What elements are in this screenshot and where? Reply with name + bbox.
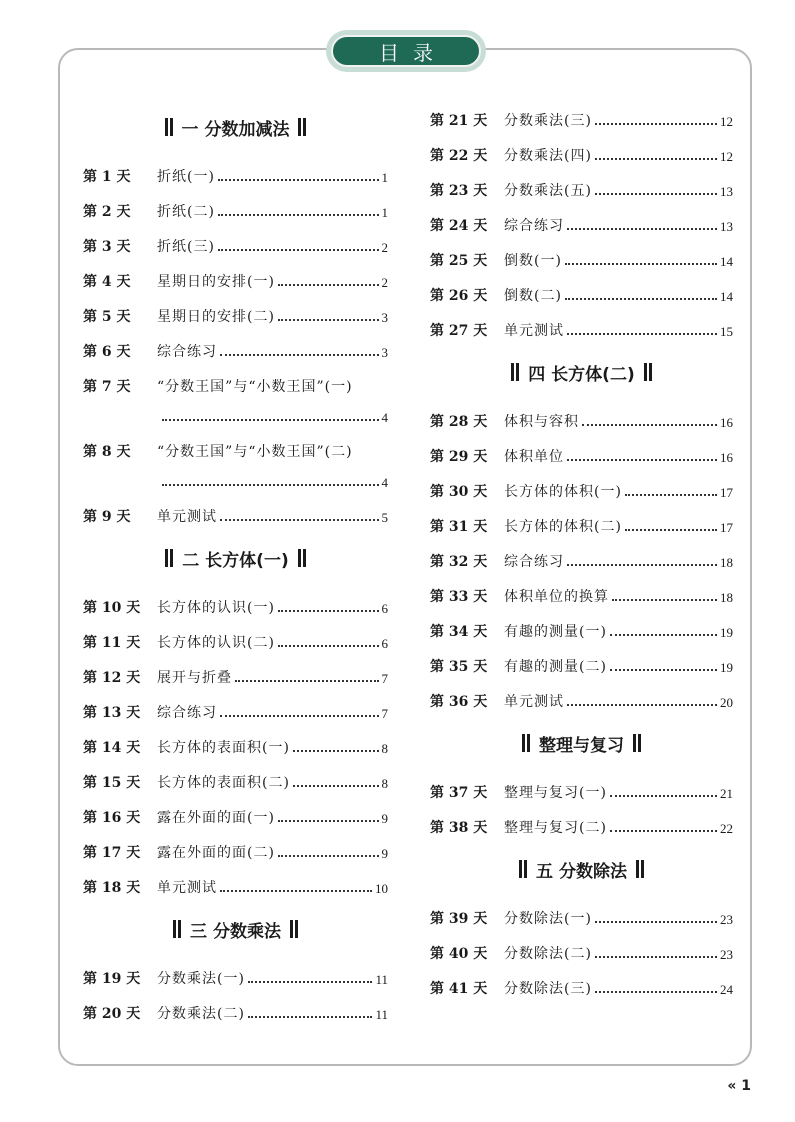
dot-leader <box>218 213 379 216</box>
entry-day: 第 29 天 <box>430 449 488 465</box>
entry-page-number: 9 <box>381 811 388 826</box>
entry-page-number: 18 <box>720 555 733 570</box>
entry-day: 第 4 天 <box>83 274 131 290</box>
entry-topic: 综合练习 <box>504 218 564 234</box>
dot-leader <box>565 297 717 300</box>
bar-mark <box>524 860 527 878</box>
title-badge-inner <box>331 35 481 67</box>
entry-topic: 整理与复习(二) <box>504 820 607 836</box>
toc-entry[interactable] <box>430 802 733 837</box>
entry-page-number: 13 <box>720 184 733 199</box>
bar-mark <box>170 549 173 567</box>
entry-topic: 露在外面的面(一) <box>157 810 275 826</box>
entry-page-number: 6 <box>381 636 388 651</box>
entry-page-number: 4 <box>381 475 388 490</box>
dot-leader <box>278 318 379 321</box>
section-title: 四 长方体(二) <box>528 364 635 385</box>
toc-entry[interactable] <box>83 256 388 291</box>
toc-entry[interactable] <box>83 652 388 687</box>
double-bar-ornament <box>632 734 642 752</box>
entry-topic: 单元测试 <box>157 880 217 896</box>
section-heading <box>430 849 733 889</box>
toc-entry[interactable] <box>83 361 388 426</box>
entry-page-number: 11 <box>375 972 388 987</box>
dot-leader <box>610 633 717 636</box>
entry-day: 第 12 天 <box>83 670 141 686</box>
page-title: 目录 <box>379 40 447 65</box>
entry-topic: 折纸(三) <box>157 239 215 255</box>
dot-leader <box>293 784 379 787</box>
entry-topic: 单元测试 <box>157 509 217 525</box>
entry-day: 第 37 天 <box>430 785 488 801</box>
entry-topic: 整理与复习(一) <box>504 785 607 801</box>
entry-day: 第 24 天 <box>430 218 488 234</box>
dot-leader <box>278 283 379 286</box>
dot-leader <box>162 483 379 486</box>
bar-mark <box>303 118 306 136</box>
entry-page-number: 13 <box>720 219 733 234</box>
section-heading <box>430 723 733 763</box>
dot-leader <box>220 353 379 356</box>
entry-topic: 综合练习 <box>504 554 564 570</box>
entry-day: 第 30 天 <box>430 484 488 500</box>
toc-entry[interactable] <box>83 186 388 221</box>
entry-day: 第 36 天 <box>430 694 488 710</box>
toc-entry[interactable] <box>83 326 388 361</box>
double-bar-ornament <box>164 549 174 567</box>
dot-leader <box>612 598 717 601</box>
toc-entry[interactable] <box>83 582 388 617</box>
entry-page-number: 14 <box>720 254 733 269</box>
entry-page-number: 4 <box>381 410 388 425</box>
double-bar-ornament <box>635 860 645 878</box>
entry-page-number: 2 <box>381 240 388 255</box>
entry-day: 第 9 天 <box>83 509 131 525</box>
toc-entry[interactable] <box>83 151 388 186</box>
entry-page-number: 17 <box>720 485 733 500</box>
bar-mark <box>298 549 301 567</box>
dot-leader <box>567 703 717 706</box>
section-title: 五 分数除法 <box>536 861 627 882</box>
entry-topic: 倒数(一) <box>504 253 562 269</box>
dot-leader <box>220 714 379 717</box>
entry-topic: 折纸(一) <box>157 169 215 185</box>
toc-entry[interactable] <box>430 95 733 130</box>
entry-page-number: 14 <box>720 289 733 304</box>
entry-topic: 长方体的表面积(二) <box>157 775 290 791</box>
entry-second-line <box>83 396 388 426</box>
double-bar-ornament <box>289 920 299 938</box>
dot-leader <box>567 332 717 335</box>
dot-leader <box>278 609 379 612</box>
dot-leader <box>610 829 717 832</box>
section-title: 三 分数乘法 <box>190 921 281 942</box>
entry-day: 第 1 天 <box>83 169 131 185</box>
entry-page-number: 21 <box>720 786 733 801</box>
entry-page-number: 8 <box>381 741 388 756</box>
entry-day: 第 11 天 <box>83 635 141 651</box>
entry-page-number: 7 <box>381 706 388 721</box>
entry-topic: 综合练习 <box>157 344 217 360</box>
dot-leader <box>595 990 717 993</box>
entry-day: 第 20 天 <box>83 1006 141 1022</box>
double-bar-ornament <box>297 118 307 136</box>
entry-day: 第 13 天 <box>83 705 141 721</box>
entry-day: 第 18 天 <box>83 880 141 896</box>
bar-mark <box>519 860 522 878</box>
toc-entry[interactable] <box>83 221 388 256</box>
dot-leader <box>595 955 717 958</box>
bar-mark <box>178 920 181 938</box>
entry-page-number: 17 <box>720 520 733 535</box>
entry-day: 第 16 天 <box>83 810 141 826</box>
toc-entry[interactable] <box>430 501 733 536</box>
entry-page-number: 11 <box>375 1007 388 1022</box>
entry-topic: 单元测试 <box>504 323 564 339</box>
bar-mark <box>303 549 306 567</box>
entry-topic: 分数除法(三) <box>504 981 592 997</box>
dot-leader <box>595 122 717 125</box>
section-title: 整理与复习 <box>539 735 624 756</box>
entry-day: 第 38 天 <box>430 820 488 836</box>
entry-topic: 长方体的认识(一) <box>157 600 275 616</box>
entry-topic: 分数乘法(四) <box>504 148 592 164</box>
section-heading <box>83 107 388 147</box>
bar-mark <box>170 118 173 136</box>
entry-day: 第 39 天 <box>430 911 488 927</box>
toc-entry[interactable] <box>430 466 733 501</box>
entry-topic: 分数乘法(二) <box>157 1006 245 1022</box>
entry-topic: 长方体的表面积(一) <box>157 740 290 756</box>
section-title: 一 分数加减法 <box>181 119 290 140</box>
double-bar-ornament <box>510 363 520 381</box>
double-bar-ornament <box>297 549 307 567</box>
toc-entry[interactable] <box>430 963 733 998</box>
entry-day: 第 5 天 <box>83 309 131 325</box>
dot-leader <box>278 819 379 822</box>
entry-page-number: 16 <box>720 450 733 465</box>
toc-entry[interactable] <box>83 827 388 862</box>
dot-leader <box>293 749 379 752</box>
toc-entry[interactable] <box>83 426 388 491</box>
entry-page-number: 19 <box>720 625 733 640</box>
entry-page-number: 1 <box>381 205 388 220</box>
entry-day: 第 25 天 <box>430 253 488 269</box>
entry-topic: 有趣的测量(二) <box>504 659 607 675</box>
entry-day: 第 41 天 <box>430 981 488 997</box>
toc-entry[interactable] <box>83 617 388 652</box>
dot-leader <box>610 668 717 671</box>
entry-page-number: 19 <box>720 660 733 675</box>
toc-entry[interactable] <box>430 235 733 270</box>
bar-mark <box>522 734 525 752</box>
entry-topic: 体积与容积 <box>504 414 579 430</box>
entry-topic: 星期日的安排(一) <box>157 274 275 290</box>
toc-entry[interactable] <box>430 396 733 431</box>
entry-topic: 长方体的认识(二) <box>157 635 275 651</box>
entry-topic: 倒数(二) <box>504 288 562 304</box>
dot-leader <box>565 262 717 265</box>
dot-leader <box>567 458 717 461</box>
entry-page-number: 5 <box>381 510 388 525</box>
dot-leader <box>220 518 379 521</box>
entry-page-number: 12 <box>720 114 733 129</box>
entry-topic: 有趣的测量(一) <box>504 624 607 640</box>
bar-mark <box>173 920 176 938</box>
toc-entry[interactable] <box>430 893 733 928</box>
toc-entry[interactable] <box>430 536 733 571</box>
entry-topic: 长方体的体积(二) <box>504 519 622 535</box>
entry-page-number: 9 <box>381 846 388 861</box>
entry-topic: 展开与折叠 <box>157 670 232 686</box>
entry-page-number: 22 <box>720 821 733 836</box>
toc-entry[interactable] <box>430 676 733 711</box>
entry-page-number: 10 <box>375 881 388 896</box>
entry-topic: 长方体的体积(一) <box>504 484 622 500</box>
entry-day: 第 26 天 <box>430 288 488 304</box>
bar-mark <box>511 363 514 381</box>
section-heading <box>83 538 388 578</box>
entry-page-number: 7 <box>381 671 388 686</box>
entry-day: 第 8 天 <box>83 444 131 460</box>
entry-day: 第 10 天 <box>83 600 141 616</box>
entry-page-number: 1 <box>381 170 388 185</box>
entry-page-number: 16 <box>720 415 733 430</box>
bar-mark <box>165 118 168 136</box>
entry-first-line <box>83 426 388 461</box>
dot-leader <box>248 980 373 983</box>
dot-leader <box>625 493 717 496</box>
toc-entry[interactable] <box>430 928 733 963</box>
toc-entry[interactable] <box>83 687 388 722</box>
bar-mark <box>649 363 652 381</box>
dot-leader <box>595 920 717 923</box>
entry-day: 第 34 天 <box>430 624 488 640</box>
dot-leader <box>582 423 717 426</box>
dot-leader <box>595 157 717 160</box>
entry-topic: 分数乘法(三) <box>504 113 592 129</box>
toc-left-column <box>83 95 388 1023</box>
entry-day: 第 35 天 <box>430 659 488 675</box>
section-title: 二 长方体(一) <box>182 550 289 571</box>
double-bar-ornament <box>643 363 653 381</box>
entry-page-number: 2 <box>381 275 388 290</box>
entry-day: 第 6 天 <box>83 344 131 360</box>
bar-mark <box>641 860 644 878</box>
dot-leader <box>248 1015 373 1018</box>
entry-day: 第 17 天 <box>83 845 141 861</box>
bar-mark <box>298 118 301 136</box>
entry-day: 第 22 天 <box>430 148 488 164</box>
double-bar-ornament <box>518 860 528 878</box>
entry-day: 第 14 天 <box>83 740 141 756</box>
toc-entry[interactable] <box>83 862 388 897</box>
toc-entry[interactable] <box>83 792 388 827</box>
entry-page-number: 6 <box>381 601 388 616</box>
double-bar-ornament <box>172 920 182 938</box>
bar-mark <box>295 920 298 938</box>
toc-entry[interactable] <box>430 200 733 235</box>
bar-mark <box>290 920 293 938</box>
dot-leader <box>162 418 379 421</box>
entry-day: 第 21 天 <box>430 113 488 129</box>
title-badge <box>326 30 486 72</box>
bar-mark <box>527 734 530 752</box>
bar-mark <box>165 549 168 567</box>
entry-day: 第 32 天 <box>430 554 488 570</box>
entry-page-number: 23 <box>720 947 733 962</box>
entry-day: 第 40 天 <box>430 946 488 962</box>
entry-day: 第 3 天 <box>83 239 131 255</box>
entry-page-number: 3 <box>381 345 388 360</box>
toc-entry[interactable] <box>83 988 388 1023</box>
toc-entry[interactable] <box>83 491 388 526</box>
dot-leader <box>235 679 379 682</box>
entry-topic: 分数除法(一) <box>504 911 592 927</box>
entry-page-number: 23 <box>720 912 733 927</box>
section-heading <box>83 909 388 949</box>
toc-entry[interactable] <box>430 130 733 165</box>
entry-day: 第 28 天 <box>430 414 488 430</box>
entry-page-number: 15 <box>720 324 733 339</box>
dot-leader <box>567 563 717 566</box>
entry-topic: 分数乘法(五) <box>504 183 592 199</box>
entry-topic: 分数乘法(一) <box>157 971 245 987</box>
dot-leader <box>278 854 379 857</box>
dot-leader <box>610 794 717 797</box>
double-bar-ornament <box>521 734 531 752</box>
bar-mark <box>644 363 647 381</box>
entry-day: 第 15 天 <box>83 775 141 791</box>
entry-topic: 分数除法(二) <box>504 946 592 962</box>
entry-second-line <box>83 461 388 491</box>
dot-leader <box>218 248 379 251</box>
toc-right-column <box>430 95 733 998</box>
entry-page-number: 12 <box>720 149 733 164</box>
toc-entry[interactable] <box>430 767 733 802</box>
dot-leader <box>625 528 717 531</box>
entry-topic: 露在外面的面(二) <box>157 845 275 861</box>
entry-topic: 体积单位 <box>504 449 564 465</box>
page-number: « 1 <box>727 1078 751 1094</box>
dot-leader <box>278 644 379 647</box>
entry-page-number: 18 <box>720 590 733 605</box>
double-bar-ornament <box>164 118 174 136</box>
toc-entry[interactable] <box>83 953 388 988</box>
entry-day: 第 27 天 <box>430 323 488 339</box>
entry-topic: 折纸(二) <box>157 204 215 220</box>
toc-entry[interactable] <box>430 305 733 340</box>
entry-day: 第 19 天 <box>83 971 141 987</box>
section-heading <box>430 352 733 392</box>
entry-day: 第 23 天 <box>430 183 488 199</box>
entry-page-number: 3 <box>381 310 388 325</box>
entry-topic: 星期日的安排(二) <box>157 309 275 325</box>
entry-day: 第 31 天 <box>430 519 488 535</box>
entry-first-line <box>83 361 388 396</box>
entry-day: 第 33 天 <box>430 589 488 605</box>
entry-page-number: 24 <box>720 982 733 997</box>
entry-page-number: 8 <box>381 776 388 791</box>
toc-entry[interactable] <box>83 757 388 792</box>
bar-mark <box>516 363 519 381</box>
entry-topic: “分数王国”与“小数王国”(一) <box>157 379 353 395</box>
entry-topic: “分数王国”与“小数王国”(二) <box>157 444 353 460</box>
toc-entry[interactable] <box>430 606 733 641</box>
toc-entry[interactable] <box>430 431 733 466</box>
dot-leader <box>595 192 717 195</box>
toc-entry[interactable] <box>430 641 733 676</box>
dot-leader <box>567 227 717 230</box>
dot-leader <box>218 178 379 181</box>
entry-topic: 综合练习 <box>157 705 217 721</box>
bar-mark <box>636 860 639 878</box>
toc-entry[interactable] <box>430 165 733 200</box>
entry-day: 第 7 天 <box>83 379 131 395</box>
entry-page-number: 20 <box>720 695 733 710</box>
entry-topic: 单元测试 <box>504 694 564 710</box>
dot-leader <box>220 889 372 892</box>
toc-entry[interactable] <box>83 291 388 326</box>
bar-mark <box>638 734 641 752</box>
entry-topic: 体积单位的换算 <box>504 589 609 605</box>
toc-entry[interactable] <box>430 270 733 305</box>
entry-day: 第 2 天 <box>83 204 131 220</box>
bar-mark <box>633 734 636 752</box>
toc-entry[interactable] <box>430 571 733 606</box>
toc-entry[interactable] <box>83 722 388 757</box>
